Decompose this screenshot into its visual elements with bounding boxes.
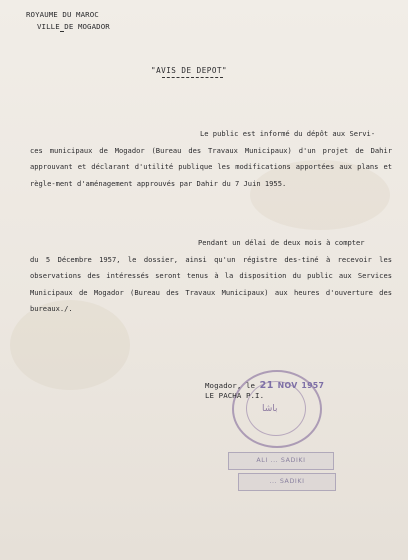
title-underline <box>162 77 223 78</box>
document-title: "AVIS DE DEPOT" <box>151 66 228 75</box>
date-place: Mogador, le <box>205 381 256 390</box>
paragraph-2 <box>30 235 392 318</box>
paragraph-2-line-1: Pendant un délai de deux mois à compter <box>198 238 365 247</box>
paragraph-1 <box>30 126 392 192</box>
paragraph-1-body: ces municipaux de Mogador (Bureau des Travaux Municipaux) d'un projet de Dahir approuvant et déclarant d'utilité publique les modifications apportées aux plans et règle-ment d'aménagement approuvés par Dahir du 7 Juin 1955. <box>30 145 392 188</box>
name-stamp-2: ... SADIKI <box>238 473 336 491</box>
header-dash <box>60 31 64 32</box>
paragraph-1-line-1: Le public est informé du dépôt aux Servi- <box>200 129 376 138</box>
name-stamp-1: ALI ... SADIKI <box>228 452 334 470</box>
date-stamp: 21 NOV 1957 <box>259 380 325 391</box>
signer-title: LE PACHA P.I. <box>205 391 265 400</box>
seal-script: باشا <box>262 404 278 414</box>
signature-date <box>205 380 324 391</box>
header-kingdom: ROYAUME DU MAROC <box>26 10 99 19</box>
paragraph-2-body: du 5 Décembre 1957, le dossier, ainsi qu'un régistre des-tiné à recevoir les observations des intéressés seront tenus à la disposition du public aux Services Municipaux de Mogador (Bureau des Travaux Municipaux) aux heures d'ouverture des bureaux./. <box>30 254 392 314</box>
header-city: VILLE DE MOGADOR <box>37 22 110 31</box>
